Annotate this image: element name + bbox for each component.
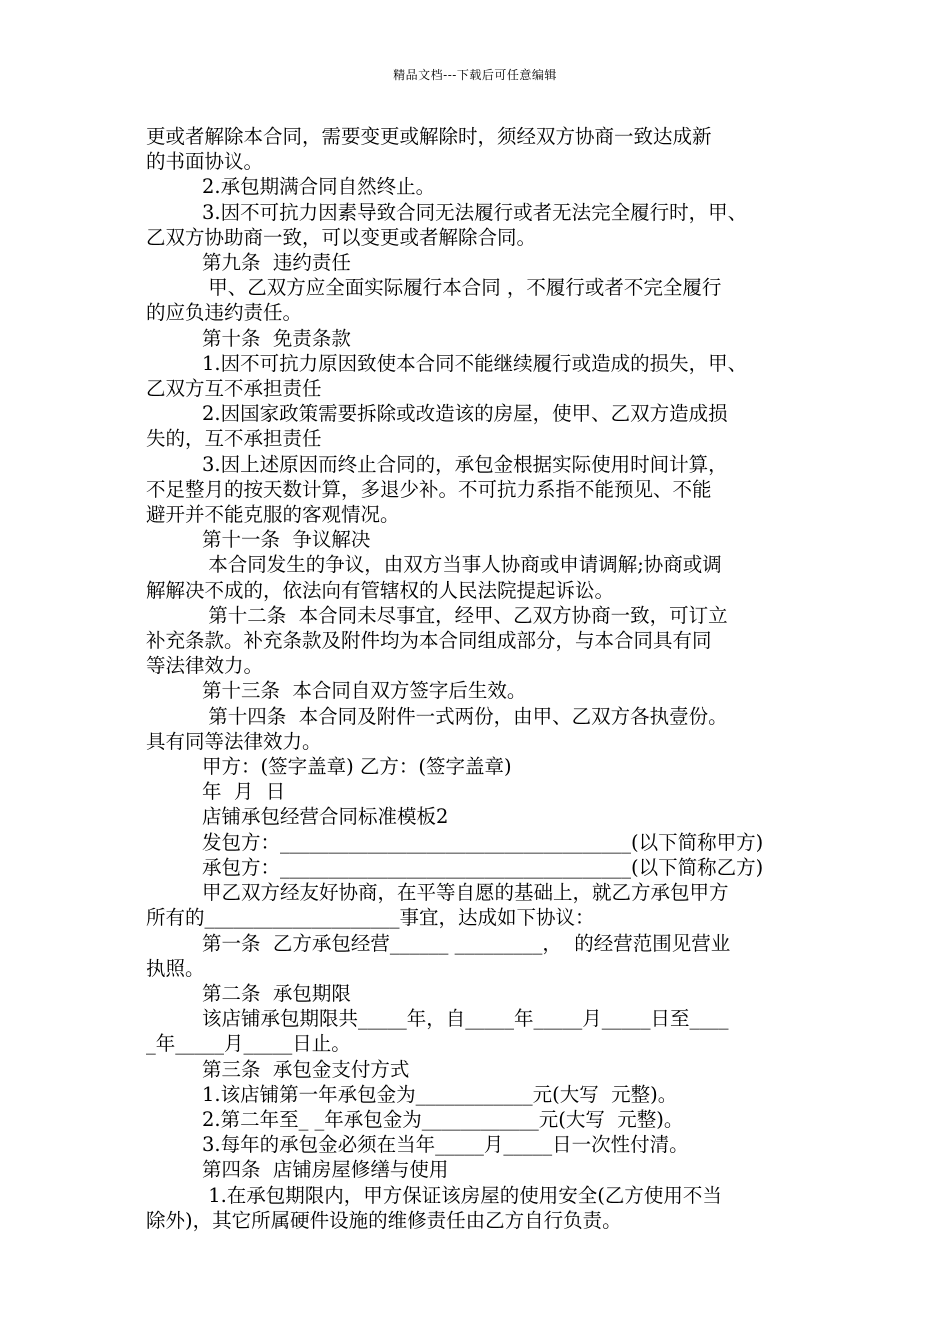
document-line: 等法律效力。 <box>146 654 264 678</box>
document-line: 2.承包期满合同自然终止。 <box>202 175 436 199</box>
document-line: 1.该店铺第一年承包金为____________元(大写 元整)。 <box>202 1082 678 1106</box>
document-line: 该店铺承包期限共_____年，自_____年_____月_____日至____ <box>202 1007 729 1031</box>
document-line: 甲、乙双方应全面实际履行本合同 ，不履行或者不完全履行 <box>202 276 722 300</box>
document-body <box>146 124 816 1233</box>
document-line: 第十条 免责条款 <box>202 326 351 350</box>
document-line: 第十四条 本合同及附件一式两份，由甲、乙双方各执壹份。 <box>202 704 728 728</box>
document-line: 的应负违约责任。 <box>146 301 303 325</box>
document-line: 避开并不能克服的客观情况。 <box>146 503 400 527</box>
document-line: 所有的____________________事宜，达成如下协议： <box>146 906 595 930</box>
document-line: 第三条 承包金支付方式 <box>202 1057 410 1081</box>
document-line: 甲方：(签字盖章) 乙方：(签字盖章) <box>202 755 512 779</box>
document-line: 乙双方协助商一致，可以变更或者解除合同。 <box>146 225 537 249</box>
document-line: 不足整月的按天数计算，多退少补。不可抗力系指不能预见、不能 <box>146 477 712 501</box>
document-line: 本合同发生的争议，由双方当事人协商或申请调解;协商或调 <box>202 553 722 577</box>
document-line: 2.第二年至_ _年承包金为____________元(大写 元整)。 <box>202 1107 684 1131</box>
document-line: 第十二条 本合同未尽事宜，经甲、乙双方协商一致，可订立 <box>202 603 728 627</box>
document-line: 发包方：____________________________________(以下简称甲方) <box>202 830 764 854</box>
document-line: 第一条 乙方承包经营______ _________， 的经营范围见营业 <box>202 931 731 955</box>
document-line: 3.因不可抗力因素导致合同无法履行或者无法完全履行时，甲、 <box>202 200 748 224</box>
page-header: 精品文档---下载后可任意编辑 <box>393 68 557 82</box>
document-line: 乙双方互不承担责任 <box>146 377 322 401</box>
document-line: 3.因上述原因而终止合同的，承包金根据实际使用时间计算， <box>202 452 728 476</box>
document-line: 的书面协议。 <box>146 150 264 174</box>
document-line: 解解决不成的，依法向有管辖权的人民法院提起诉讼。 <box>146 578 615 602</box>
document-line: 更或者解除本合同，需要变更或解除时，须经双方协商一致达成新 <box>146 125 712 148</box>
document-line: 1.因不可抗力原因致使本合同不能继续履行或造成的损失，甲、 <box>202 351 748 375</box>
document-line: 承包方：____________________________________(以下简称乙方) <box>202 855 764 879</box>
document-line: 执照。 <box>146 956 205 980</box>
document-line: 3.每年的承包金必须在当年_____月_____日一次性付清。 <box>202 1133 689 1157</box>
document-line: 年 月 日 <box>202 780 286 804</box>
document-line: 失的，互不承担责任 <box>146 427 322 451</box>
document-line: 1.在承包期限内，甲方保证该房屋的使用安全(乙方使用不当 <box>202 1183 722 1207</box>
document-line: 第十三条 本合同自双方签字后生效。 <box>202 679 527 703</box>
document-line: 甲乙双方经友好协商，在平等自愿的基础上，就乙方承包甲方 <box>202 881 729 905</box>
document-line: 第九条 违约责任 <box>202 251 351 275</box>
document-line: _年_____月_____日止。 <box>146 1032 351 1056</box>
document-line: 除外)，其它所属硬件设施的维修责任由乙方自行负责。 <box>146 1208 622 1232</box>
document-line: 第十一条 争议解决 <box>202 528 371 552</box>
document-line: 补充条款。补充条款及附件均为本合同组成部分，与本合同具有同 <box>146 629 712 653</box>
document-line: 2.因国家政策需要拆除或改造该的房屋，使甲、乙双方造成损 <box>202 402 728 426</box>
document-line: 第二条 承包期限 <box>202 981 351 1005</box>
document-line: 第四条 店铺房屋修缮与使用 <box>202 1158 449 1182</box>
document-line: 具有同等法律效力。 <box>146 729 322 753</box>
document-line: 店铺承包经营合同标准模板2 <box>202 805 449 829</box>
